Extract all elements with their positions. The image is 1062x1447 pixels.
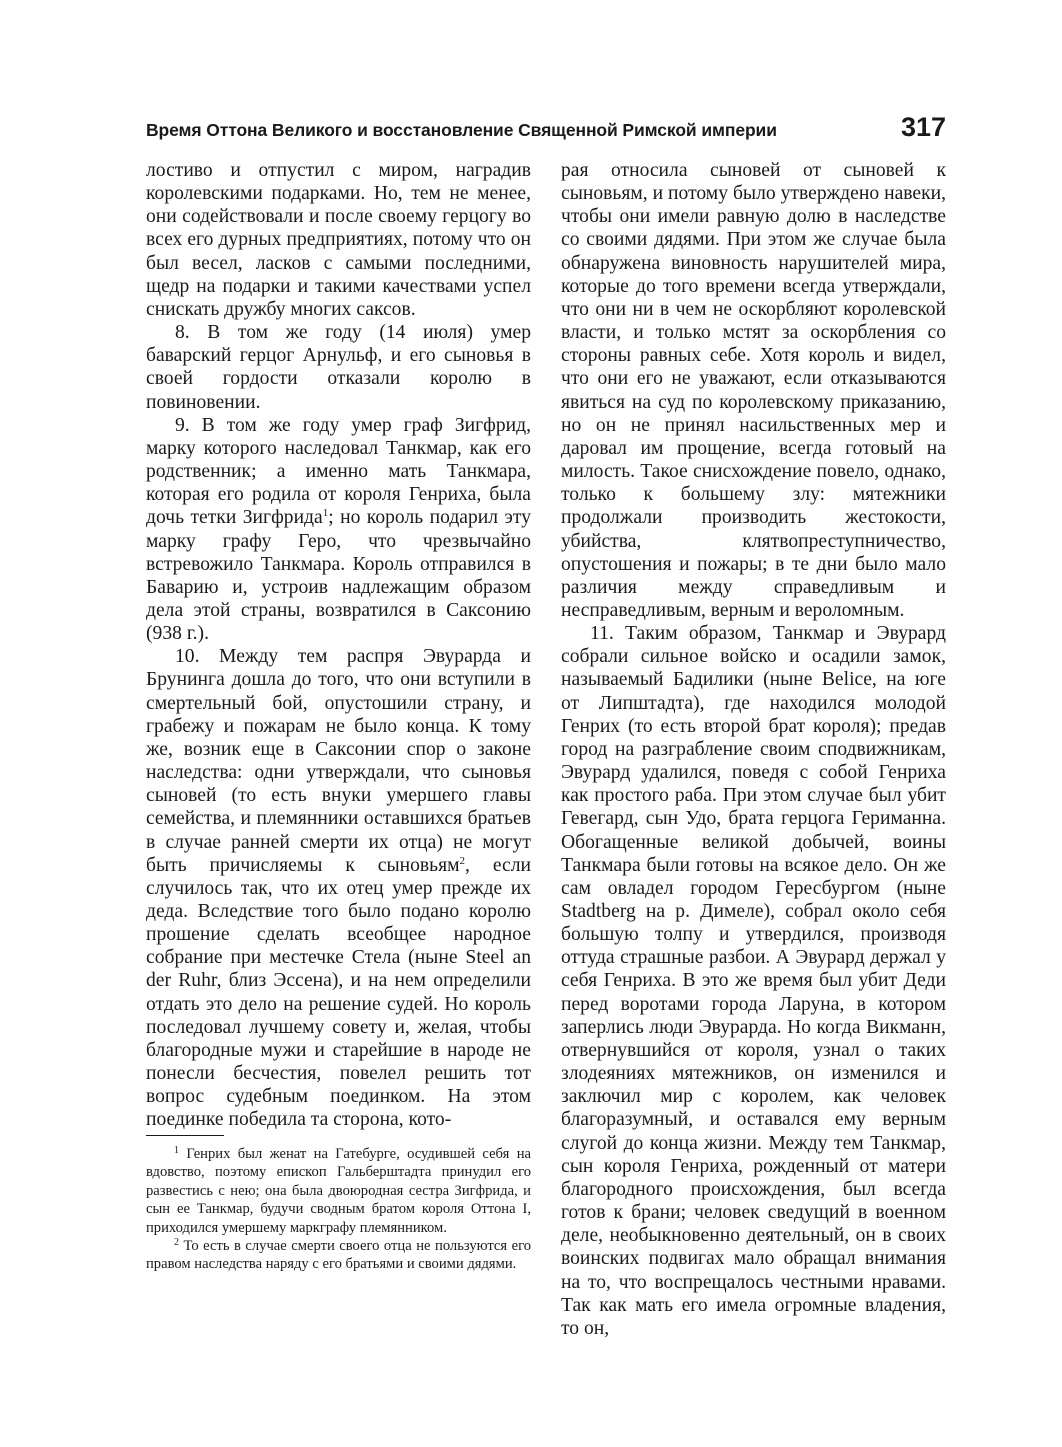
- footnote-ref[interactable]: 2: [459, 854, 466, 867]
- paragraph-text: ; но король подарил эту марку графу Геро, что чрезвычайно встревожило Танкмара. Король отправился в Баварию и, устроив надлежащим образом дела этой страны, возвратился в Саксонию (938 г.).: [146, 507, 531, 645]
- footnote-divider: [146, 1135, 224, 1136]
- paragraph-text: , если случилось так, что их отец умер прежде их деда. Вследствие того было подано королю прошение сделать всеобщее народное собрание при местечке Стела (ныне Steel an der Ruhr, близ Эссена), и на нем определили отдать это дело на решение судей. Но король последовал лучшему совету и, желая, чтобы благородные мужи и старейшие в народе не понесли бесчестия, повелел решить тот вопрос судебным поединком. На этом поединке победила та сторона, кото-: [146, 854, 531, 1131]
- footnote: [146, 1145, 531, 1237]
- paragraph-text: 9. В том же году умер граф Зигфрид, марку которого наследовал Танкмар, как его родственник; а именно мать Танкмара, которая его родила от короля Генриха, была дочь тетки Зигфрида: [146, 414, 531, 529]
- running-header: [146, 112, 946, 152]
- paragraph: [146, 645, 531, 1131]
- footnote: [146, 1237, 531, 1274]
- page-number: 317: [900, 112, 946, 142]
- footnote-text: Генрих был женат на Гатебурге, осудившей себя на вдовство, поэтому епископ Гальберштадта принудил его развестись с нею; она была двоюродная сестра Зигфрида, и сын ее Танкмар, будучи сводным братом короля Оттона I, приходился умершему маркграфу племянником.: [146, 1146, 531, 1236]
- paragraph: [146, 414, 531, 646]
- footnotes: [146, 1145, 531, 1274]
- paragraph: рая относила сыновей от сыновей к сыновьям, и потому было утверждено навеки, чтобы они имели равную долю в наследстве со своими дядями. При этом же случае была обнаружена виновность нарушителей мира, которые до того времени всегда утверждали, что они ни в чем не оскорбляют королевской власти, и только мстят за оскорбления со стороны равных себе. Хотя король и видел, что они его не уважают, если отказываются явиться на суд по королевскому приказанию, но он не принял насильственных мер и даровал им прощение, всегда готовый на милость. Такое снисхождение повело, однако, только к большему злу: мятежники продолжали производить жестокости, убийства, клятвопреступничество, опустошения и пожары; в те дни было мало различия между справедливым и несправедливым, верным и вероломным.: [561, 160, 946, 621]
- paragraph: лостиво и отпустил с миром, наградив королевскими подарками. Но, тем не менее, они содействовали и после своему герцогу во всех его дурных предприятиях, потому что он был весел, ласков с самыми последними, щедр на подарки и такими качествами успел снискать дружбу многих саксов.: [146, 160, 531, 320]
- paragraph: 11. Таким образом, Танкмар и Эвурард собрали сильное войско и осадили замок, называемый Бадилики (ныне Belice, на юге от Липштадта), где находился молодой Генрих (то есть второй брат короля); предав город на разграбление своим сподвижникам, Эвурард удалился, поведя с собой Генриха как простого раба. При этом случае был убит Гевегард, сын Удо, брата герцога Гериманна. Обогащенные великой добычей, воины Танкмара были готовы на всякое дело. Он же сам овладел городом Гересбургом (ныне Stadtberg на р. Димеле), собрал около себя большую толпу и утвердился, производя оттуда страшные разбои. А Эвурард держал у себя Генриха. В это же время был убит Деди перед воротами города Ларуна, в котором заперлись люди Эвурарда. Но когда Викманн, отвернувшийся от короля, узнал о таких злодеяниях мятежников, он изменился и заключил мир с королем, как человек благоразумный, и оставался ему верным слугой до конца жизни. Между тем Танкмар, сын короля Генриха, рожденный от матери благородного происхождения, был всегда готов к брани; человек сведущий в военном деле, необыкновенно деятельный, он в своих воинских подвигах мало обращал внимания на то, что воспрещалось честными нравами. Так как мать его имела огромные владения, то он,: [561, 623, 946, 1339]
- left-column: [146, 159, 531, 1132]
- paragraph-text: 10. Между тем распря Эвурарда и Брунинга дошла до того, что они вступили в смертельный бой, опустошили страну, и грабежу и пожарам не было конца. К тому же, возник еще в Саксонии спор о законе наследства: одни утверждали, что сыновья сыновей (то есть внуки умершего главы семейства, и племянники оставшихся братьев в случае ранней смерти их отца) не могут быть причисляемы к сыновьям: [146, 646, 531, 876]
- right-column: [561, 159, 946, 1340]
- footnote-mark: 1: [174, 1145, 179, 1156]
- running-title: Время Оттона Великого и восстановление Священной Римской империи: [146, 120, 777, 140]
- footnote-mark: 2: [174, 1237, 179, 1249]
- footnote-ref[interactable]: 1: [322, 507, 329, 520]
- footnote-text: То есть в случае смерти своего отца не пользуются его правом наследства наряду с его братьями и своими дядями.: [146, 1238, 531, 1273]
- paragraph: 8. В том же году (14 июля) умер баварский герцог Арнульф, и его сыновья в своей гордости отказали королю в повиновении.: [146, 322, 531, 413]
